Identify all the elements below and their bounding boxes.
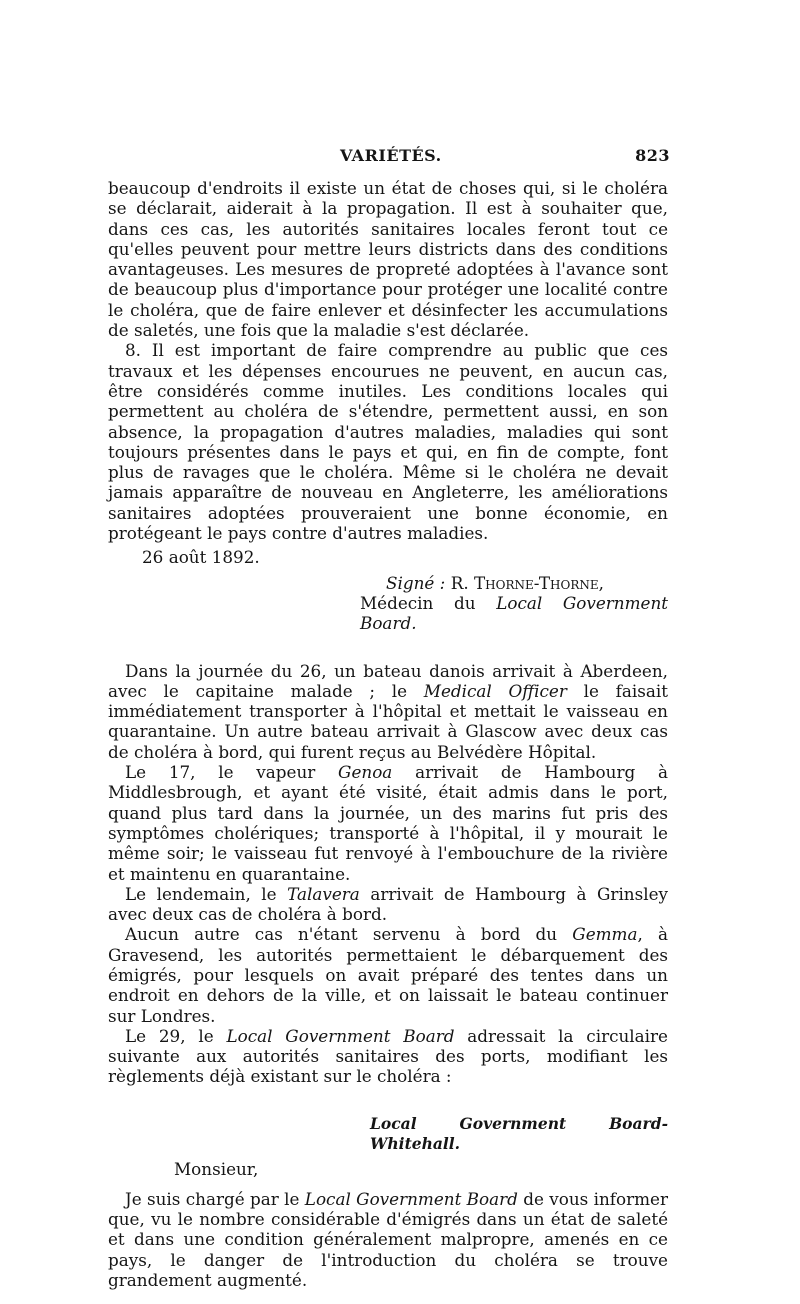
- paragraph-continuation: beaucoup d'endroits il existe un état de choses qui, si le choléra se déclarait, aiderait à la propagation. Il est à souhaiter que, dans ces cas, les autorités sanitaires locales feront tout ce qu'elles peuvent pour mettre leurs districts dans des conditions avantageuses. Les mesures de propreté adoptées à l'avance sont de beaucoup plus d'importance pour protéger une localité contre le choléra, que de faire enlever et désinfecter les accumulations de saletés, une fois que la maladie s'est déclarée.: [108, 178, 668, 341]
- paragraph-letter: Je suis chargé par le Local Government Board de vous informer que, vu le nombre considérable d'émigrés dans un état de saleté et dans une condition généralement malpropre, amenés en ce pays, le danger de l'introduction du choléra se trouve grandement augmenté.: [108, 1188, 668, 1290]
- signature-name: R. Thorne-Thorne,: [450, 572, 604, 593]
- paragraph-talavera: Le lendemain, le Talavera arrivait de Hambourg à Grinsley avec deux cas de choléra à bord.: [108, 883, 669, 925]
- signature-title-prefix: Médecin du: [360, 592, 476, 613]
- paragraph-gemma: Aucun autre cas n'étant servenu à bord du Gemma, à Gravesend, les autorités permettaient le débarquement des émigrés, pour lesquels on avait préparé des tentes dans un endroit en dehors de la ville, et on laissait le bateau continuer sur Londres.: [108, 924, 668, 1026]
- section-title: VARIÉTÉS.: [340, 146, 442, 165]
- salutation: Monsieur,: [174, 1159, 259, 1180]
- letterhead: Local Government Board-Whitehall.: [370, 1113, 668, 1154]
- paragraph-genoa: Le 17, le vapeur Genoa arrivait de Hambourg à Middlesbrough, et ayant été visité, était admis dans le port, quand plus tard dans la journée, un des marins fut pris des symptômes cholériques; transporté à l'hôpital, il y mourait le même soir; le vaisseau fut renvoyé à l'embouchure de la rivière et maintenu en quarantaine.: [108, 762, 668, 884]
- letter-date: 26 août 1892.: [142, 547, 260, 568]
- signature-label: Signé :: [386, 572, 446, 593]
- paragraph-circular: Le 29, le Local Government Board adressait la circulaire suivante aux autorités sanitaires des ports, modifiant les règlements déjà existant sur le choléra :: [108, 1025, 668, 1087]
- paragraph-aberdeen: Dans la journée du 26, un bateau danois arrivait à Aberdeen, avec le capitaine malade ; le Medical Officer le faisait immédiatement transporter à l'hôpital et mettait le vaisseau en quarantaine. Un autre bateau arrivait à Glascow avec deux cas de choléra à bord, qui furent reçus au Belvédère Hôpital.: [108, 660, 668, 762]
- running-header: [110, 146, 670, 174]
- page-number: 823: [635, 146, 670, 165]
- signature-line: [386, 573, 668, 593]
- paragraph-point-8: 8. Il est important de faire comprendre au public que ces travaux et les dépenses encourues ne peuvent, en aucun cas, être considérés comme inutiles. Les conditions locales qui permettent au choléra de s'étendre, permettent aussi, en son absence, la propagation d'autres maladies, maladies qui sont toujours présentes dans le pays et qui, en fin de compte, font plus de ravages que le choléra. Même si le choléra ne devait jamais apparaître de nouveau en Angleterre, les améliorations sanitaires adoptées prouveraient une bonne économie, en protégeant le pays contre d'autres maladies.: [108, 340, 668, 544]
- signature-board: Local Government Board.: [360, 592, 669, 634]
- body-text: [108, 178, 668, 1290]
- signature-title: [360, 593, 668, 634]
